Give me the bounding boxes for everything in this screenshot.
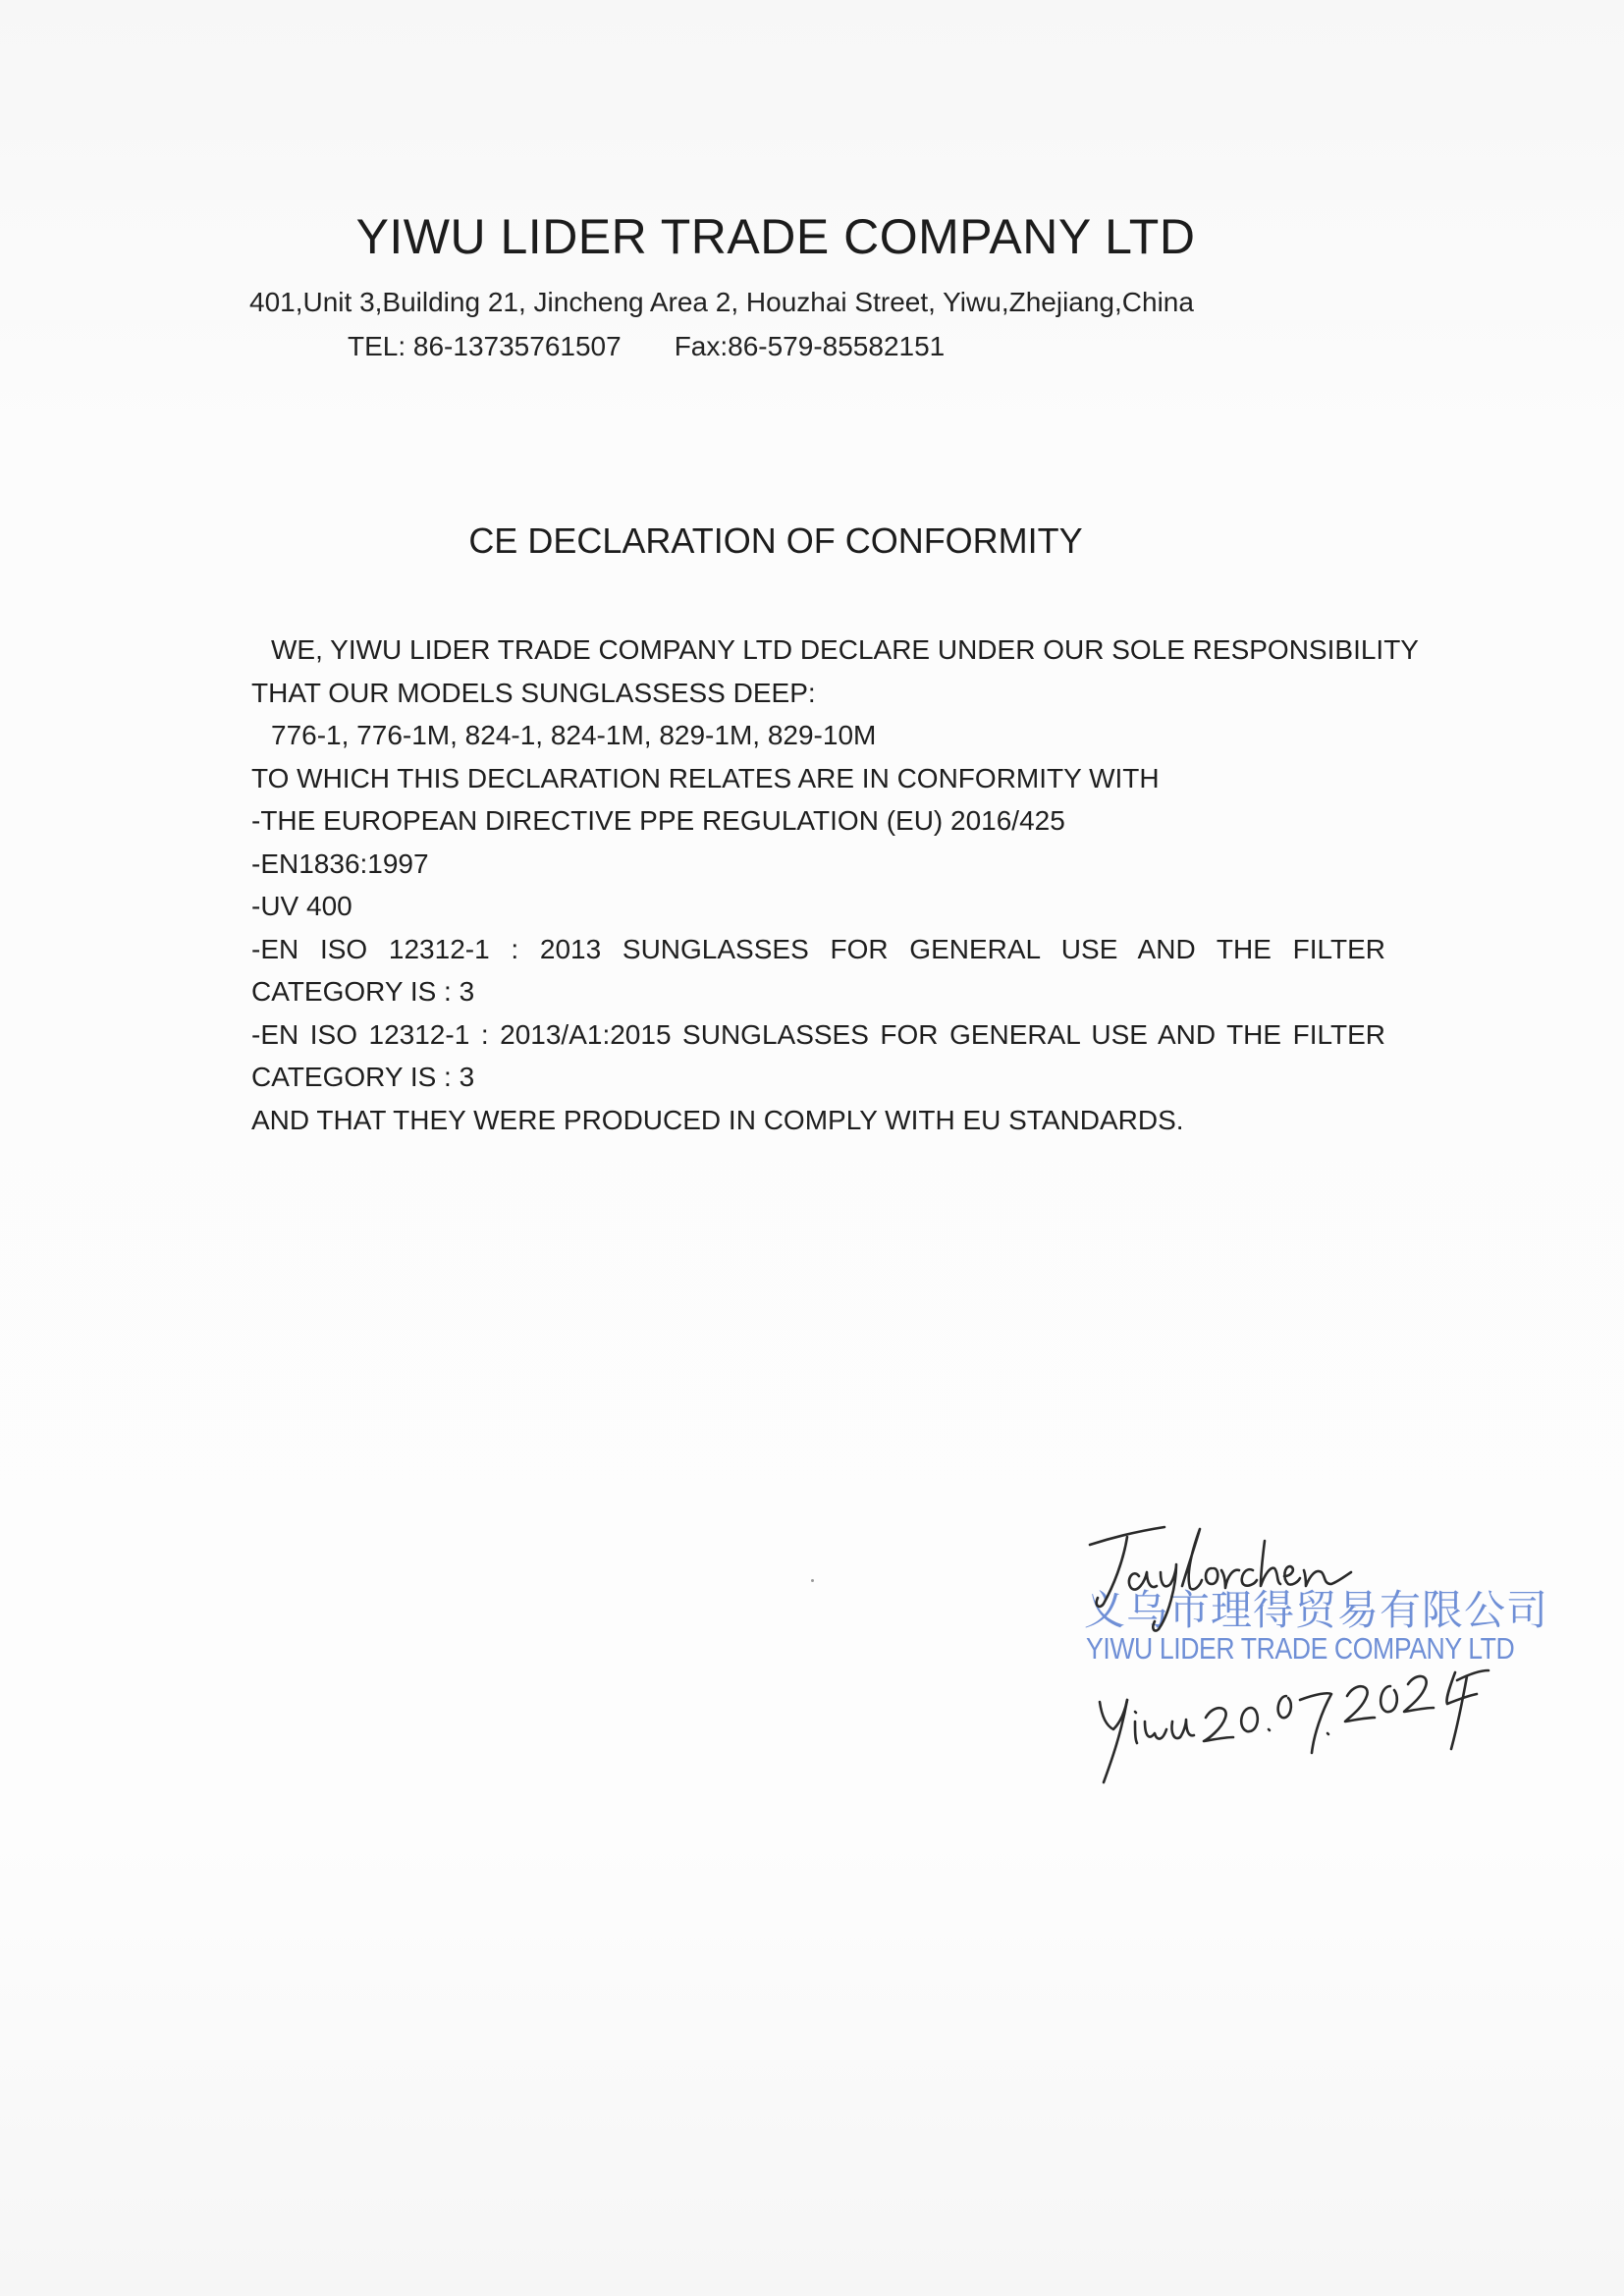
paper-speck xyxy=(811,1579,814,1582)
company-address: 401,Unit 3,Building 21, Jincheng Area 2, Houzhai Street, Yiwu,Zhejiang,China xyxy=(249,287,1194,317)
document-title: CE DECLARATION OF CONFORMITY xyxy=(468,520,1083,561)
declaration-line: THAT OUR MODELS SUNGLASSESS DEEP: xyxy=(251,677,816,708)
company-stamp-and-signature xyxy=(1070,1507,1549,1792)
declaration-line: TO WHICH THIS DECLARATION RELATES ARE IN CONFORMITY WITH xyxy=(251,762,1160,793)
standard-item: -EN1836:1997 xyxy=(251,847,429,879)
telephone-number: TEL: 86-13735761507 xyxy=(348,331,622,361)
standard-item: -THE EUROPEAN DIRECTIVE PPE REGULATION (EU) 2016/425 xyxy=(251,805,1065,836)
standard-item: -UV 400 xyxy=(251,891,352,921)
stamp-english-name: YIWU LIDER TRADE COMPANY LTD xyxy=(1086,1631,1515,1666)
declaration-line: WE, YIWU LIDER TRADE COMPANY LTD DECLARE UNDER OUR SOLE RESPONSIBILITY xyxy=(271,634,1419,665)
model-list: 776-1, 776-1M, 824-1, 824-1M, 829-1M, 829-10M xyxy=(271,720,877,750)
company-contacts xyxy=(348,331,945,362)
standard-item: -EN ISO 12312-1 : 2013/A1:2015 SUNGLASSES FOR GENERAL USE AND THE FILTER CATEGORY IS : 3 xyxy=(251,1018,1385,1092)
handwritten-signature xyxy=(1070,1507,1502,1792)
stamp-chinese-name: 义乌市理得贸易有限公司 xyxy=(1084,1586,1549,1634)
declaration-body xyxy=(251,629,1419,1141)
company-name: YIWU LIDER TRADE COMPANY LTD xyxy=(355,209,1196,264)
fax-number: Fax:86-579-85582151 xyxy=(674,331,946,361)
standard-item: -EN ISO 12312-1 : 2013 SUNGLASSES FOR GENERAL USE AND THE FILTER CATEGORY IS : 3 xyxy=(251,933,1385,1007)
declaration-line: AND THAT THEY WERE PRODUCED IN COMPLY WITH EU STANDARDS. xyxy=(251,1104,1184,1135)
